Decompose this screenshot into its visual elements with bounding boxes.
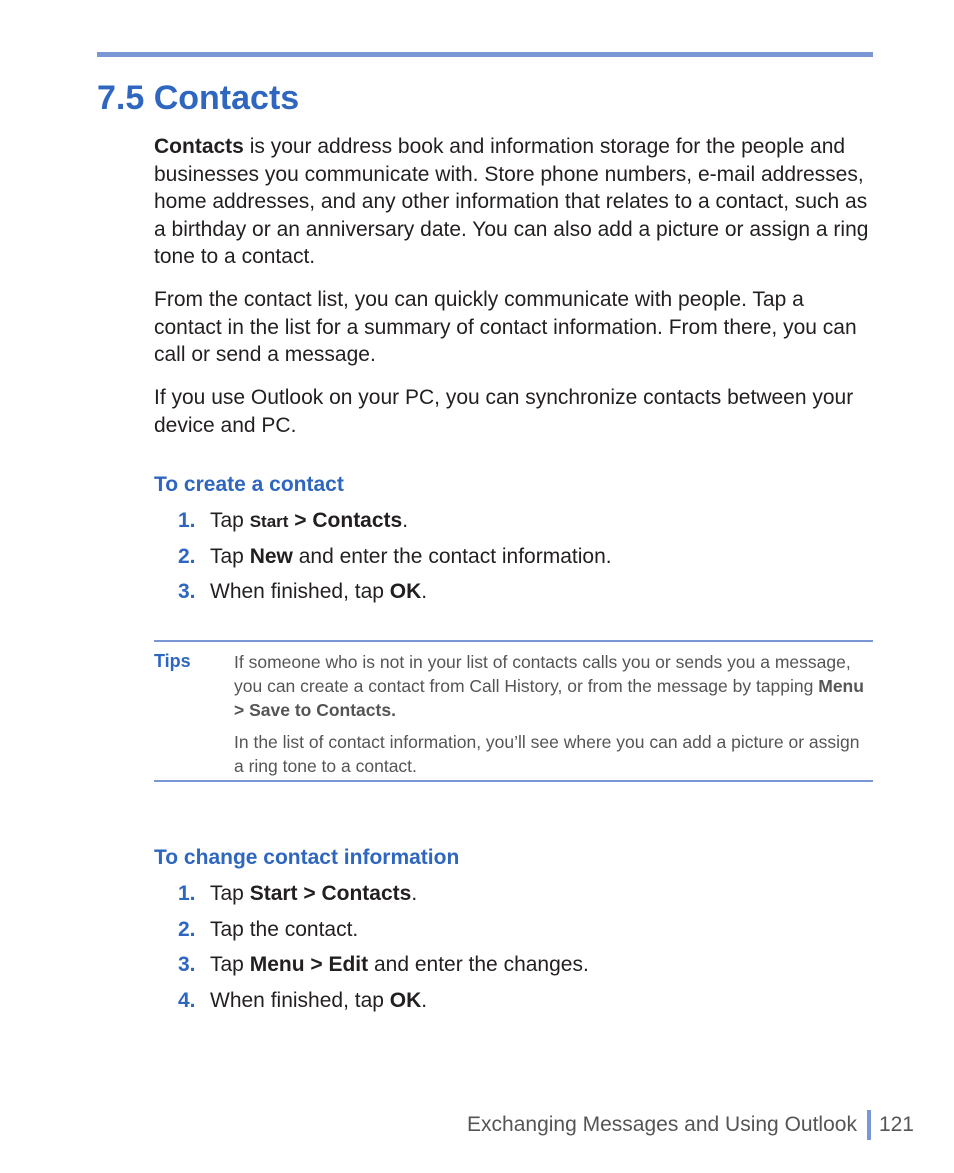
- create-contact-steps: [178, 508, 612, 615]
- tip-item: [234, 730, 869, 778]
- list-item: [178, 508, 612, 544]
- tips-box: [154, 640, 873, 782]
- text-segment: and enter the contact information.: [292, 544, 612, 568]
- step-text: [210, 953, 589, 976]
- change-contact-heading: To change contact information: [154, 846, 460, 869]
- text-segment: .: [421, 988, 428, 1012]
- text-segment: .: [411, 882, 418, 905]
- page-number: 121: [878, 1113, 914, 1136]
- step-text: [210, 545, 612, 568]
- step-number: 2.: [178, 917, 196, 941]
- bold-text: New: [249, 544, 293, 568]
- step-text: [210, 989, 427, 1012]
- step-number: 2.: [178, 544, 196, 568]
- footer-divider: [867, 1110, 871, 1140]
- list-item: [178, 579, 612, 615]
- text-segment: When finished, tap: [210, 580, 390, 603]
- text-segment: .: [421, 580, 428, 603]
- bold-text: OK: [389, 988, 422, 1012]
- tip-item: [234, 650, 869, 722]
- text-segment: Tap: [210, 953, 250, 976]
- change-contact-steps: [178, 881, 589, 1023]
- step-number: 3.: [178, 580, 196, 603]
- bold-text: Start: [249, 512, 289, 531]
- text-segment: is your address book and information storage for the people and businesses you communicate with. Store phone numbers, e-mail addresses, home addresses, and any other information that relates to a contact, such as a birthday or an anniversary date. You can also add a picture or assign a ring tone to a contact.: [154, 135, 869, 268]
- step-text: [210, 580, 427, 603]
- step-number: 4.: [178, 988, 196, 1012]
- bold-text: Menu > Edit: [249, 953, 369, 976]
- list-item: [178, 952, 589, 988]
- text-segment: Tap: [210, 509, 250, 532]
- list-item: [178, 544, 612, 580]
- intro-paragraph: [154, 133, 870, 271]
- list-item: [178, 988, 589, 1024]
- footer-chapter: Exchanging Messages and Using Outlook: [467, 1113, 857, 1136]
- text-segment: From the contact list, you can quickly communicate with people. Tap a contact in the list for a summary of contact information. From there, you can call or send a message.: [154, 288, 857, 366]
- step-number: 1.: [178, 509, 196, 532]
- text-segment: In the list of contact information, you’ll see where you can add a picture or assign a ring tone to a contact.: [234, 732, 860, 776]
- bold-text: Start > Contacts: [249, 882, 412, 905]
- step-text: [210, 882, 417, 905]
- bold-text: OK: [389, 580, 422, 603]
- bold-text: Menu > Save to Contacts.: [234, 676, 864, 720]
- text-segment: Tap: [210, 882, 250, 905]
- top-rule: [97, 52, 873, 57]
- step-number: 1.: [178, 882, 196, 905]
- tips-label: Tips: [154, 651, 191, 671]
- page-footer: [467, 1110, 914, 1140]
- contact-list-paragraph: [154, 286, 870, 369]
- tips-body: [234, 650, 869, 786]
- list-item: [178, 917, 589, 953]
- text-segment: When finished, tap: [210, 988, 390, 1012]
- bold-text: Contacts: [154, 135, 244, 158]
- step-number: 3.: [178, 953, 196, 976]
- outlook-paragraph: [154, 384, 870, 439]
- text-segment: and enter the changes.: [368, 953, 589, 976]
- bold-text: > Contacts: [288, 509, 403, 532]
- step-text: [210, 509, 408, 532]
- text-segment: If you use Outlook on your PC, you can synchronize contacts between your device and PC.: [154, 386, 854, 437]
- text-segment: If someone who is not in your list of contacts calls you or sends you a message, you can create a contact from Call History, or from the message by tapping: [234, 652, 851, 696]
- step-text: [210, 918, 358, 941]
- create-contact-heading: To create a contact: [154, 473, 344, 496]
- text-segment: Tap: [210, 544, 250, 568]
- text-segment: .: [402, 509, 409, 532]
- page-title: 7.5 Contacts: [97, 79, 300, 117]
- text-segment: Tap the contact.: [210, 917, 359, 941]
- list-item: [178, 881, 589, 917]
